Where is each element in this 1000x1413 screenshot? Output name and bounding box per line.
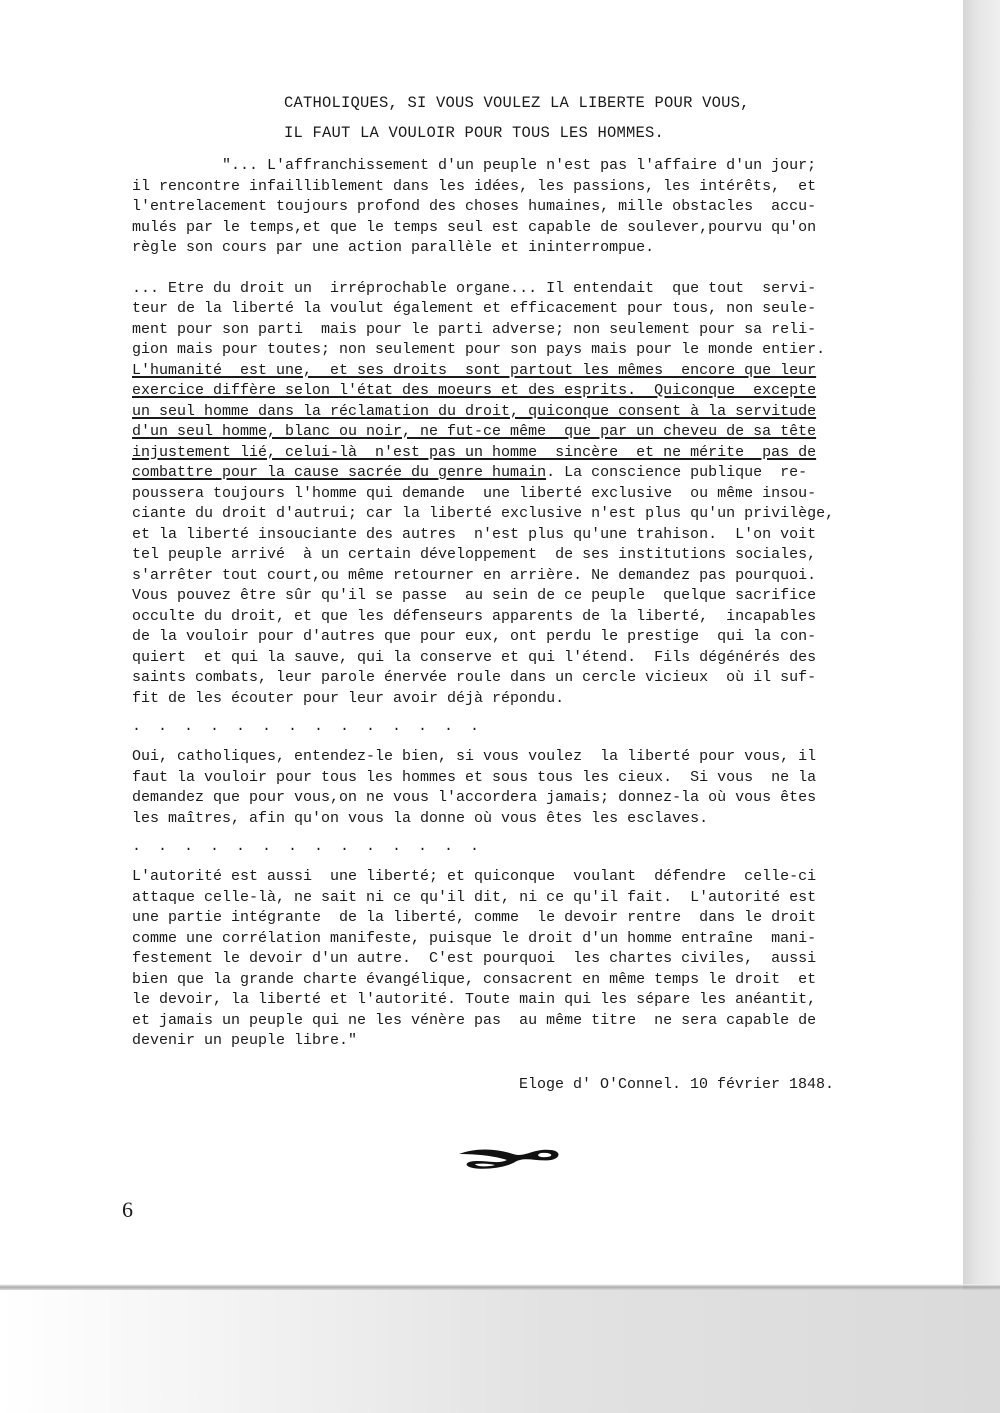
- text-line: et jamais un peuple qui ne les vénère pas au même titre ne sera capable de: [132, 1011, 817, 1029]
- document-body: [122, 0, 932, 1224]
- paragraph-2: [132, 279, 932, 710]
- text-line: gion mais pour toutes; non seulement pour son pays mais pour le monde entier.: [132, 341, 826, 358]
- text-line: le devoir, la liberté et l'autorité. Toute main qui les sépare les anéantit,: [132, 991, 817, 1008]
- text-line: demandez que pour vous,on ne vous l'accordera jamais; donnez-la où vous êtes: [132, 789, 817, 806]
- text-line: une partie intégrante de la liberté, comme le devoir rentre dans le droit: [132, 909, 817, 926]
- signature-attribution: Eloge d' O'Connel. 10 février 1848.: [519, 1075, 835, 1093]
- text-line: festement le devoir d'un autre. C'est pourquoi les chartes civiles, aussi: [132, 950, 817, 967]
- paragraph-1: [132, 156, 932, 259]
- underlined-phrase: combattre pour la cause sacrée du genre humain: [132, 464, 547, 481]
- text-line: L'autorité est aussi une liberté; et quiconque voulant défendre celle-ci: [132, 868, 817, 885]
- underlined-text-line: exercice diffère selon l'état des moeurs et des esprits. Quiconque excepte: [132, 382, 817, 399]
- underlined-text-line: injustement lié, celui-là n'est pas un homme sincère et ne mérite pas de: [132, 443, 817, 461]
- page-number: 6: [122, 1196, 133, 1222]
- text-line: occulte du droit, et que les défenseurs apparents de la liberté, incapables: [132, 607, 817, 625]
- text-line: quiert et qui la sauve, qui la conserve et qui l'étend. Fils dégénérés des: [132, 648, 817, 666]
- text-line: fit de les écouter pour leur avoir déjà répondu.: [132, 689, 565, 707]
- separator-dots: . . . . . . . . . . . . . .: [132, 718, 484, 735]
- underlined-text-line: un seul homme dans la réclamation du droit, quiconque consent à la servitude: [132, 402, 817, 420]
- paragraph-4: [132, 867, 932, 1052]
- ornament-row: [132, 1142, 932, 1182]
- mixed-text-line: [132, 463, 932, 484]
- text-line: règle son cours par une action parallèle et ininterrompue.: [132, 239, 655, 256]
- text-line: mulés par le temps,et que le temps seul est capable de soulever,pourvu qu'on: [132, 218, 817, 236]
- title-line-1: CATHOLIQUES, SI VOUS VOULEZ LA LIBERTE POUR VOUS,: [284, 94, 750, 112]
- text-line: devenir un peuple libre.": [132, 1032, 358, 1049]
- scan-background: [0, 1290, 1000, 1413]
- text-line: ... Etre du droit un irréprochable organe... Il entendait que tout servi-: [132, 279, 817, 297]
- text-line: saints combats, leur parole énervée roule dans un cercle vicieux où il suf-: [132, 669, 817, 686]
- text-line: s'arrêter tout court,ou même retourner en arrière. Ne demandez pas pourquoi.: [132, 566, 817, 584]
- title-line-2: IL FAUT LA VOULOIR POUR TOUS LES HOMMES.: [284, 124, 665, 142]
- text-line: de la vouloir pour d'autres que pour eux, ont perdu le prestige qui la con-: [132, 628, 817, 645]
- text-line: bien que la grande charte évangélique, consacrent en même temps le droit et: [132, 970, 817, 988]
- text-line: l'entrelacement toujours profond des choses humaines, mille obstacles accu-: [132, 198, 817, 215]
- page-title: [284, 88, 932, 148]
- text-line: faut la vouloir pour tous les hommes et sous tous les cieux. Si vous ne la: [132, 768, 817, 786]
- text-line: les maîtres, afin qu'on vous la donne où vous êtes les esclaves.: [132, 809, 709, 827]
- underlined-text-line: d'un seul homme, blanc ou noir, ne fut-ce même que par un cheveu de sa tête: [132, 423, 817, 440]
- text-line: ciante du droit d'autrui; car la liberté exclusive n'est plus qu'un privilège,: [132, 505, 835, 522]
- scan-page-edge-right: [963, 0, 1000, 1290]
- text-line: il rencontre infailliblement dans les idées, les passions, les intérêts, et: [132, 177, 817, 195]
- text-line: poussera toujours l'homme qui demande une liberté exclusive ou même insou-: [132, 484, 817, 502]
- text-line: ment pour son parti mais pour le parti adverse; non seulement pour sa reli-: [132, 320, 817, 338]
- text-line: comme une corrélation manifeste, puisque le droit d'un homme entraîne mani-: [132, 929, 817, 947]
- text-line: attaque celle-là, ne sait ni ce qu'il dit, ni ce qu'il fait. L'autorité est: [132, 888, 817, 906]
- text-line: "... L'affranchissement d'un peuple n'est pas l'affaire d'un jour;: [132, 157, 817, 174]
- text-line: Vous pouvez être sûr qu'il se passe au sein de ce peuple quelque sacrifice: [132, 587, 817, 604]
- text-line: Oui, catholiques, entendez-le bien, si vous voulez la liberté pour vous, il: [132, 748, 817, 765]
- text-phrase: . La conscience publique re-: [546, 464, 808, 481]
- text-line: teur de la liberté la voulut également et efficacement pour tous, non seule-: [132, 300, 817, 317]
- text-line: et la liberté insouciante des autres n'est plus qu'une trahison. L'on voit: [132, 525, 817, 543]
- flourish-ornament-icon: [455, 1142, 565, 1174]
- separator-dots: . . . . . . . . . . . . . .: [132, 838, 484, 855]
- text-line: tel peuple arrivé à un certain développement de ses institutions sociales,: [132, 546, 817, 563]
- paragraph-3: [132, 747, 932, 829]
- underlined-text-line: L'humanité est une, et ses droits sont partout les mêmes encore que leur: [132, 361, 817, 379]
